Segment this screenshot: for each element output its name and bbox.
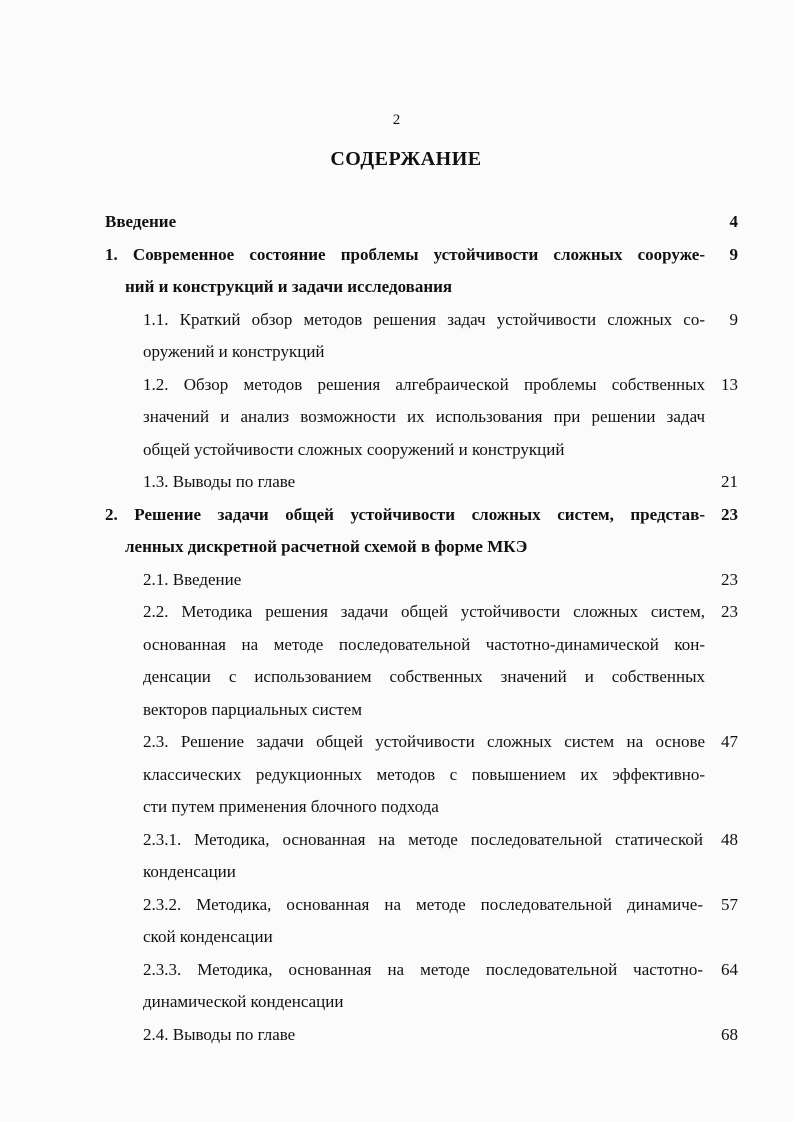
toc-entry-text: сти путем применения блочного подхода (143, 797, 439, 816)
toc-entry-text: 2.2. Методика решения задачи общей устойчивости сложных систем, (143, 602, 705, 621)
toc-page-ref: 23 (721, 569, 738, 589)
toc-page-ref: 9 (729, 244, 738, 264)
toc-page-ref: 23 (721, 504, 738, 524)
toc-page-ref: 57 (721, 894, 738, 914)
toc-page-ref: 68 (721, 1024, 738, 1044)
toc-entry-text: 2.3. Решение задачи общей устойчивости сложных систем на основе (143, 732, 705, 751)
toc-page-ref: 21 (721, 472, 738, 491)
toc-page-ref: 13 (721, 374, 738, 394)
toc-entry-text: 2.3.3. Методика, основанная на методе последовательной частотно- (143, 959, 703, 979)
toc-page-ref: 9 (729, 309, 738, 329)
toc-entry-2-3[interactable] (0, 726, 793, 824)
toc-entry-text: 2.4. Выводы по главе (143, 1024, 296, 1044)
toc-entry-1-3[interactable] (0, 466, 793, 499)
toc-entry-2-4[interactable] (0, 1019, 793, 1052)
toc-entry-text: 2. Решение задачи общей устойчивости сложных систем, представ- (105, 504, 705, 524)
toc-entry-text: классических редукционных методов с повышением их эффективно- (143, 764, 705, 784)
toc-entry-text: векторов парциальных систем (143, 699, 362, 719)
toc-entry-2-3-3[interactable] (0, 954, 793, 1019)
toc-entry-1-1[interactable] (0, 304, 793, 369)
toc-entry-text: 1.3. Выводы по главе (143, 472, 296, 491)
toc-entry-text: 2.1. Введение (143, 569, 242, 589)
toc-entry-text: ний и конструкций и задачи исследования (125, 277, 453, 296)
toc-entry-text: ленных дискретной расчетной схемой в форме МКЭ (125, 537, 528, 556)
toc-entry-introduction[interactable] (0, 206, 793, 239)
toc-entry-2-2[interactable] (0, 596, 793, 726)
toc-entry-text: оружений и конструкций (143, 342, 325, 361)
toc-entry-chapter-1[interactable] (0, 239, 793, 304)
toc-page-ref: 23 (721, 602, 738, 621)
toc-entry-2-3-2[interactable] (0, 889, 793, 954)
toc-heading: СОДЕРЖАНИЕ (330, 148, 482, 170)
toc-entry-text: 2.3.1. Методика, основанная на методе последовательной статической (143, 829, 703, 849)
toc-entry-chapter-2[interactable] (0, 499, 793, 564)
toc-entry-text: ской конденсации (143, 927, 273, 946)
toc-entry-text: 2.3.2. Методика, основанная на методе последовательной динамиче- (143, 894, 703, 914)
toc-page-ref: 47 (721, 732, 738, 751)
toc-entry-2-1[interactable] (0, 564, 793, 597)
toc-entry-2-3-1[interactable] (0, 824, 793, 889)
toc-entry-text: общей устойчивости сложных сооружений и конструкций (143, 439, 565, 459)
page-number: 2 (392, 112, 401, 128)
toc-entry-text: основанная на методе последовательной частотно-динамической кон- (143, 634, 705, 654)
table-of-contents (0, 206, 793, 1051)
toc-entry-text: динамической конденсации (143, 992, 344, 1011)
toc-entry-text: конденсации (143, 862, 236, 881)
toc-entry-text: денсации с использованием собственных значений и собственных (143, 667, 705, 686)
toc-entry-text: Введение (105, 212, 177, 231)
toc-entry-text: значений и анализ возможности их использования при решении задач (143, 407, 705, 426)
toc-page-ref: 64 (721, 959, 738, 979)
toc-entry-text: 1.1. Краткий обзор методов решения задач устойчивости сложных со- (143, 309, 705, 329)
toc-entry-text: 1.2. Обзор методов решения алгебраической проблемы собственных (143, 374, 705, 394)
toc-entry-text: 1. Современное состояние проблемы устойчивости сложных сооруже- (105, 244, 705, 264)
toc-entry-1-2[interactable] (0, 369, 793, 467)
toc-page-ref: 4 (729, 212, 738, 231)
toc-page-ref: 48 (721, 829, 738, 849)
